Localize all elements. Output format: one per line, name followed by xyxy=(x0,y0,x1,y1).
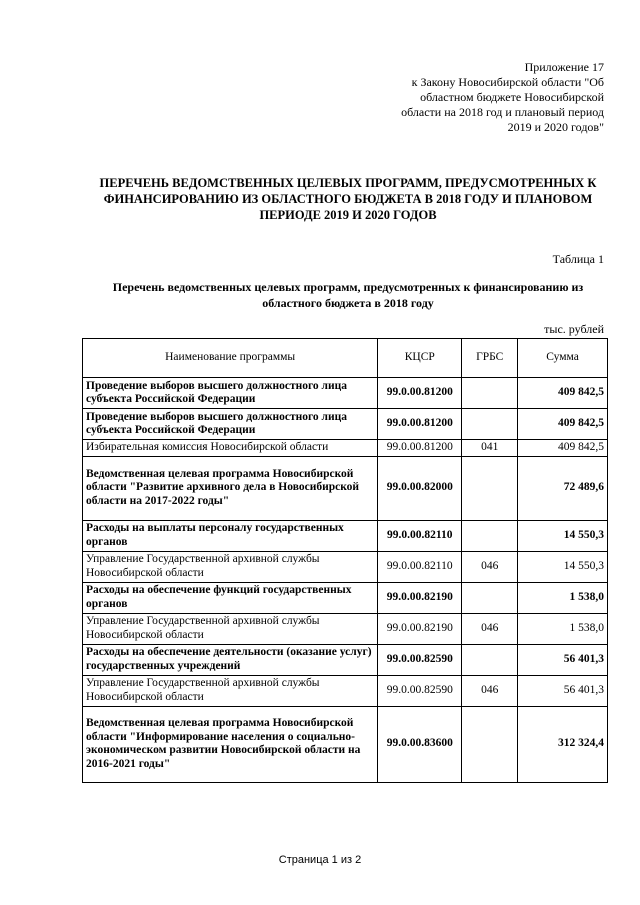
appendix-line: областном бюджете Новосибирской xyxy=(420,90,604,104)
cell-code: 99.0.00.81200 xyxy=(378,440,462,457)
units-label: тыс. рублей xyxy=(544,322,604,336)
table-row xyxy=(83,378,608,409)
cell-code: 99.0.00.82000 xyxy=(378,456,462,520)
cell-grbs: 046 xyxy=(462,551,518,582)
appendix-note xyxy=(344,60,604,135)
header-code: КЦСР xyxy=(378,339,462,378)
table-title xyxy=(82,279,614,311)
cell-code: 99.0.00.82190 xyxy=(378,613,462,644)
cell-grbs xyxy=(462,582,518,613)
header-name: Наименование программы xyxy=(83,339,378,378)
cell-code: 99.0.00.82110 xyxy=(378,520,462,551)
table-row xyxy=(83,456,608,520)
appendix-line: 2019 и 2020 годов" xyxy=(507,120,604,134)
cell-sum: 1 538,0 xyxy=(518,613,608,644)
page-footer: Страница 1 из 2 xyxy=(278,854,362,866)
cell-code: 99.0.00.81200 xyxy=(378,378,462,409)
title-line: ФИНАНСИРОВАНИЮ ИЗ ОБЛАСТНОГО БЮДЖЕТА В 2018 ГОДУ И ПЛАНОВОМ xyxy=(103,192,593,206)
table-row xyxy=(83,582,608,613)
cell-name: Проведение выборов высшего должностного лица субъекта Российской Федерации xyxy=(83,378,378,409)
appendix-line: Приложение 17 xyxy=(524,60,604,74)
table-header-row xyxy=(83,339,608,378)
cell-code: 99.0.00.81200 xyxy=(378,409,462,440)
title-line: ПЕРЕЧЕНЬ ВЕДОМСТВЕННЫХ ЦЕЛЕВЫХ ПРОГРАММ, ПРЕДУСМОТРЕННЫХ К xyxy=(99,176,597,190)
cell-name: Расходы на выплаты персоналу государственных органов xyxy=(83,520,378,551)
cell-name: Управление Государственной архивной службы Новосибирской области xyxy=(83,551,378,582)
cell-name: Управление Государственной архивной службы Новосибирской области xyxy=(83,675,378,706)
header-sum: Сумма xyxy=(518,339,608,378)
cell-name: Расходы на обеспечение деятельности (оказание услуг) государственных учреждений xyxy=(83,644,378,675)
cell-name: Избирательная комиссия Новосибирской области xyxy=(83,440,378,457)
table-title-line: Перечень ведомственных целевых программ, предусмотренных к финансированию из xyxy=(112,280,584,294)
cell-sum: 14 550,3 xyxy=(518,520,608,551)
cell-sum: 56 401,3 xyxy=(518,675,608,706)
table-row xyxy=(83,613,608,644)
cell-sum: 312 324,4 xyxy=(518,706,608,782)
table-row xyxy=(83,644,608,675)
table-row xyxy=(83,520,608,551)
cell-sum: 56 401,3 xyxy=(518,644,608,675)
cell-code: 99.0.00.82110 xyxy=(378,551,462,582)
cell-code: 99.0.00.82190 xyxy=(378,582,462,613)
cell-grbs xyxy=(462,520,518,551)
cell-grbs xyxy=(462,706,518,782)
title-line: ПЕРИОДЕ 2019 И 2020 ГОДОВ xyxy=(259,208,437,222)
table-number: Таблица 1 xyxy=(552,252,604,266)
table-row xyxy=(83,409,608,440)
table-row xyxy=(83,675,608,706)
cell-name: Проведение выборов высшего должностного лица субъекта Российской Федерации xyxy=(83,409,378,440)
programs-table xyxy=(82,338,608,783)
cell-sum: 409 842,5 xyxy=(518,440,608,457)
cell-name: Ведомственная целевая программа Новосибирской области "Развитие архивного дела в Новосибирской области на 2017-2022 годы" xyxy=(83,456,378,520)
table-row xyxy=(83,551,608,582)
cell-code: 99.0.00.83600 xyxy=(378,706,462,782)
cell-grbs: 046 xyxy=(462,613,518,644)
cell-code: 99.0.00.82590 xyxy=(378,675,462,706)
cell-grbs xyxy=(462,456,518,520)
table-body xyxy=(83,378,608,783)
cell-name: Расходы на обеспечение функций государственных органов xyxy=(83,582,378,613)
cell-sum: 1 538,0 xyxy=(518,582,608,613)
document-title xyxy=(82,175,614,223)
cell-sum: 409 842,5 xyxy=(518,378,608,409)
cell-grbs xyxy=(462,409,518,440)
table-title-line: областного бюджета в 2018 году xyxy=(262,296,434,310)
header-grbs: ГРБС xyxy=(462,339,518,378)
cell-grbs xyxy=(462,644,518,675)
table-row xyxy=(83,440,608,457)
cell-name: Ведомственная целевая программа Новосибирской области "Информирование населения о социально-экономическом развитии Новосибирской области на 2016-2021 годы" xyxy=(83,706,378,782)
cell-name: Управление Государственной архивной службы Новосибирской области xyxy=(83,613,378,644)
cell-code: 99.0.00.82590 xyxy=(378,644,462,675)
cell-sum: 14 550,3 xyxy=(518,551,608,582)
cell-sum: 72 489,6 xyxy=(518,456,608,520)
appendix-line: к Закону Новосибирской области "Об xyxy=(411,75,604,89)
table-row xyxy=(83,706,608,782)
cell-sum: 409 842,5 xyxy=(518,409,608,440)
cell-grbs xyxy=(462,378,518,409)
cell-grbs: 046 xyxy=(462,675,518,706)
cell-grbs: 041 xyxy=(462,440,518,457)
appendix-line: области на 2018 год и плановый период xyxy=(401,105,604,119)
